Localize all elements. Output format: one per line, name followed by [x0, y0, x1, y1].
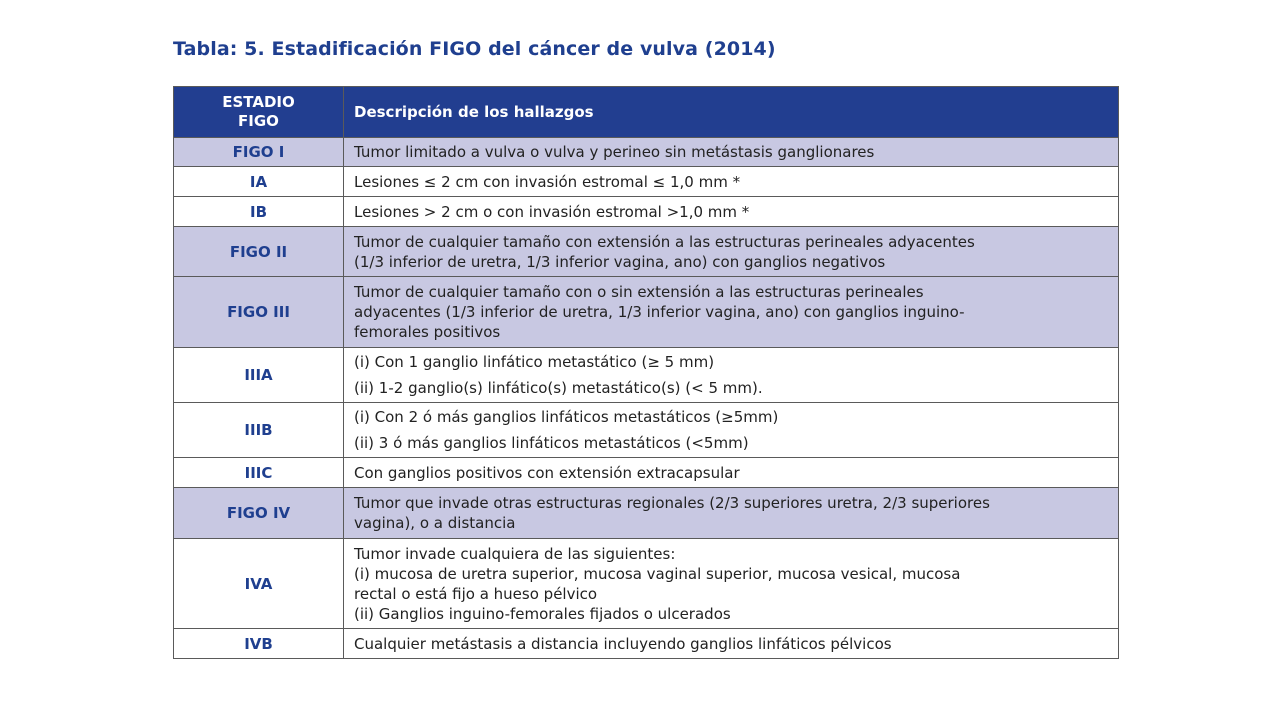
description-cell [344, 227, 1119, 277]
header-stage [174, 87, 344, 138]
description-line: (ii) Ganglios inguino-femorales fijados o ulcerados [354, 604, 731, 623]
table-row [174, 138, 1119, 167]
description-line: Cualquier metástasis a distancia incluyendo ganglios linfáticos pélvicos [354, 634, 892, 653]
stage-cell: FIGO I [174, 138, 344, 167]
table-body [174, 138, 1119, 659]
description-line: Con ganglios positivos con extensión extracapsular [354, 463, 740, 482]
table-row [174, 197, 1119, 227]
description-line: (i) Con 1 ganglio linfático metastático (≥ 5 mm) [354, 353, 715, 371]
table-row [174, 539, 1119, 629]
stage-cell: IIIB [174, 403, 344, 458]
description-line: Tumor que invade otras estructuras regionales (2/3 superiores uretra, 2/3 superiores [354, 494, 990, 512]
table-row [174, 167, 1119, 197]
table-title: Tabla: 5. Estadificación FIGO del cáncer de vulva (2014) [173, 38, 776, 60]
table-row [174, 629, 1119, 659]
description-line: Lesiones > 2 cm o con invasión estromal >1,0 mm * [354, 202, 750, 221]
description-line: femorales positivos [354, 323, 501, 341]
table-header-row [174, 87, 1119, 138]
stage-cell: IA [174, 167, 344, 197]
description-line: (1/3 inferior de uretra, 1/3 inferior vagina, ano) con ganglios negativos [354, 252, 886, 271]
stage-cell: FIGO IV [174, 488, 344, 539]
stage-cell: IVA [174, 539, 344, 629]
table-row [174, 348, 1119, 403]
description-line: rectal o está fijo a hueso pélvico [354, 584, 598, 603]
description-cell [344, 539, 1119, 629]
description-cell [344, 348, 1119, 403]
description-cell [344, 138, 1119, 167]
stage-cell: IIIA [174, 348, 344, 403]
description-cell [344, 167, 1119, 197]
description-line: vagina), o a distancia [354, 514, 516, 532]
table-row [174, 277, 1119, 348]
description-line: (ii) 3 ó más ganglios linfáticos metastáticos (<5mm) [354, 434, 749, 452]
description-line: (i) Con 2 ó más ganglios linfáticos metastáticos (≥5mm) [354, 408, 779, 426]
description-cell [344, 488, 1119, 539]
header-description: Descripción de los hallazgos [344, 87, 1119, 138]
table-row [174, 403, 1119, 458]
figo-staging-table [173, 86, 1119, 659]
description-line: (i) mucosa de uretra superior, mucosa vaginal superior, mucosa vesical, mucosa [354, 564, 961, 583]
description-line: adyacentes (1/3 inferior de uretra, 1/3 inferior vagina, ano) con ganglios inguino- [354, 303, 965, 321]
description-cell [344, 277, 1119, 348]
description-line: Tumor invade cualquiera de las siguientes: [354, 544, 676, 563]
description-line: Tumor de cualquier tamaño con o sin extensión a las estructuras perineales [354, 283, 924, 301]
table-row [174, 488, 1119, 539]
description-line: Tumor limitado a vulva o vulva y perineo sin metástasis ganglionares [354, 143, 875, 161]
description-cell [344, 458, 1119, 488]
stage-cell: FIGO II [174, 227, 344, 277]
footnote-text-cropped [173, 694, 1118, 700]
description-line: Lesiones ≤ 2 cm con invasión estromal ≤ 1,0 mm * [354, 172, 741, 191]
description-cell [344, 197, 1119, 227]
description-line: (ii) 1-2 ganglio(s) linfático(s) metastático(s) (< 5 mm). [354, 379, 763, 397]
description-line: Tumor de cualquier tamaño con extensión a las estructuras perineales adyacentes [354, 232, 975, 251]
header-stage-line1: ESTADIO [222, 93, 295, 111]
stage-cell: IIIC [174, 458, 344, 488]
header-stage-line2: FIGO [238, 112, 279, 130]
stage-cell: FIGO III [174, 277, 344, 348]
table-row [174, 458, 1119, 488]
description-cell [344, 629, 1119, 659]
stage-cell: IB [174, 197, 344, 227]
stage-cell: IVB [174, 629, 344, 659]
description-cell [344, 403, 1119, 458]
table-row [174, 227, 1119, 277]
